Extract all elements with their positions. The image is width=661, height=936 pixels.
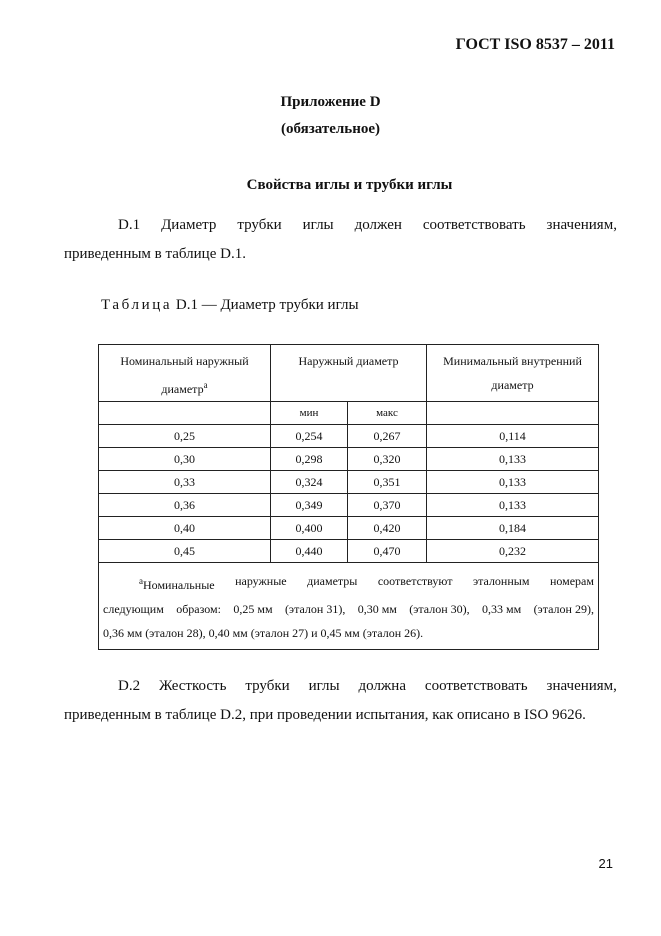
- word: соответствовать: [422, 217, 526, 233]
- subheader-empty: [99, 402, 271, 425]
- cell-nominal: 0,33: [99, 471, 271, 494]
- paragraph-d2: [64, 672, 617, 730]
- word: 0,33 мм: [482, 602, 522, 616]
- cell-max: 0,420: [348, 517, 427, 540]
- word: D.2: [118, 678, 141, 694]
- cell-inner: 0,184: [427, 517, 599, 540]
- cell-min: 0,254: [271, 425, 348, 448]
- table-footnote-row: [99, 563, 599, 650]
- word: соответствуют: [377, 574, 453, 588]
- cell-max: 0,320: [348, 448, 427, 471]
- cell-min: 0,440: [271, 540, 348, 563]
- word: 0,30 мм: [357, 602, 397, 616]
- word: D.1: [118, 217, 141, 233]
- footnote-line1: [103, 569, 594, 597]
- word: трубки: [237, 217, 282, 233]
- word: следующим: [103, 602, 164, 616]
- word: образом:: [176, 602, 221, 616]
- cell-min: 0,324: [271, 471, 348, 494]
- footnote-marker: а: [139, 576, 143, 586]
- word: значениям,: [546, 217, 617, 233]
- paragraph-d1-line1: [64, 211, 617, 240]
- annex-title: Приложение D: [280, 94, 381, 110]
- cell-min: 0,298: [271, 448, 348, 471]
- word: (эталон 31),: [284, 602, 346, 616]
- word: иглы: [308, 678, 340, 694]
- paragraph-d1-line2: приведенным в таблице D.1.: [64, 246, 246, 262]
- cell-inner: 0,232: [427, 540, 599, 563]
- table-caption: [101, 297, 359, 314]
- subheader-min: мин: [271, 402, 348, 425]
- cell-inner: 0,133: [427, 494, 599, 517]
- word: номерам: [549, 574, 594, 588]
- table-row: [99, 471, 599, 494]
- word: трубки: [245, 678, 290, 694]
- paragraph-d2-line2: приведенным в таблице D.2, при проведении испытания, как описано в ISO 9626.: [64, 707, 586, 723]
- table-caption-text: — Диаметр трубки иглы: [201, 297, 359, 313]
- table-header-row: [99, 345, 599, 402]
- cell-nominal: 0,25: [99, 425, 271, 448]
- header-outer-diameter: Наружный диаметр: [271, 345, 427, 402]
- table-subheader-row: [99, 402, 599, 425]
- cell-max: 0,470: [348, 540, 427, 563]
- cell-max: 0,267: [348, 425, 427, 448]
- word: иглы: [302, 217, 334, 233]
- word: 0,25 мм: [233, 602, 273, 616]
- paragraph-d1: [64, 211, 617, 269]
- subheader-empty: [427, 402, 599, 425]
- subheader-max: макс: [348, 402, 427, 425]
- section-title: Свойства иглы и трубки иглы: [246, 177, 453, 193]
- word: Диаметр: [161, 217, 217, 233]
- word: соответствовать: [424, 678, 528, 694]
- header-nominal-label: Номинальный наружный диаметр: [120, 354, 249, 396]
- diameter-table: [98, 344, 599, 650]
- word: значениям,: [546, 678, 617, 694]
- table-caption-number: D.1: [175, 297, 198, 313]
- table-row: [99, 540, 599, 563]
- word: Номинальные: [143, 578, 215, 592]
- word: (эталон 30),: [409, 602, 470, 616]
- table-row: [99, 425, 599, 448]
- cell-nominal: 0,30: [99, 448, 271, 471]
- cell-max: 0,351: [348, 471, 427, 494]
- footnote-line3: 0,36 мм (эталон 28), 0,40 мм (эталон 27) и 0,45 мм (эталон 26).: [103, 626, 424, 640]
- cell-max: 0,370: [348, 494, 427, 517]
- table-footnote: [99, 563, 599, 650]
- footnote-marker: а: [203, 380, 208, 390]
- page-number: 21: [598, 856, 613, 871]
- table-caption-label: Таблица: [101, 297, 173, 313]
- cell-nominal: 0,40: [99, 517, 271, 540]
- document-header: ГОСТ ISO 8537 – 2011: [455, 36, 615, 53]
- paragraph-d2-line1: [64, 672, 617, 701]
- word: эталонным: [472, 574, 530, 588]
- word: (эталон 29),: [533, 602, 594, 616]
- footnote-line2: [103, 597, 594, 621]
- cell-min: 0,400: [271, 517, 348, 540]
- word: [139, 569, 215, 597]
- word: диаметры: [307, 574, 358, 588]
- word: должен: [354, 217, 402, 233]
- cell-nominal: 0,36: [99, 494, 271, 517]
- table-row: [99, 517, 599, 540]
- word: Жесткость: [159, 678, 227, 694]
- table-row: [99, 448, 599, 471]
- table-row: [99, 494, 599, 517]
- header-inner-diameter: Минимальный внутренний диаметр: [427, 345, 599, 402]
- word: наружные: [235, 574, 287, 588]
- cell-min: 0,349: [271, 494, 348, 517]
- annex-status: (обязательное): [280, 121, 381, 137]
- cell-nominal: 0,45: [99, 540, 271, 563]
- cell-inner: 0,114: [427, 425, 599, 448]
- word: должна: [358, 678, 406, 694]
- header-nominal-diameter: [99, 345, 271, 402]
- cell-inner: 0,133: [427, 448, 599, 471]
- cell-inner: 0,133: [427, 471, 599, 494]
